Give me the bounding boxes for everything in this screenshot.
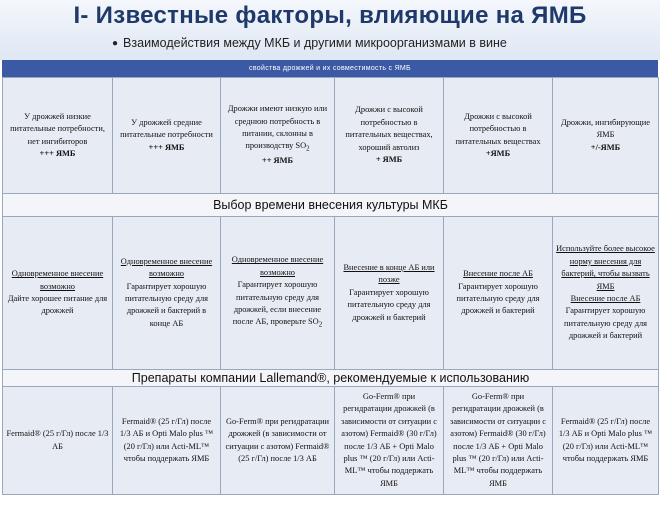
timing-cell-2: Одновременное внесение возможно Гарантирует хорошую питательную среду для дрожжей и бактерий в конце АБ (113, 217, 221, 370)
timing-cell-1: Одновременное внесение возможно Дайте хорошее питание для дрожжей (3, 217, 113, 370)
product-cell-4: Go-Ferm® при регидратации дрожжей (в зависимости от ситуации с азотом) Fermaid® (30 г/Гл) после 1/3 АБ + Opti Malo plus ™ (20 г/Гл) или Acti-ML™ чтобы поддержать ЯМБ (335, 387, 444, 495)
subtitle-text: Взаимодействия между МКБ и другими микроорганизмами в вине (123, 36, 507, 50)
timing-cell-3: Одновременное внесение возможно Гарантирует хорошую питательную среду для дрожжей, если внесение после АБ, проверьте $SO_2$ (221, 217, 335, 370)
yeast-cell-3: Дрожжи имеют низкую или среднюю потребность в питании, склонны в производству $SO_2$ ++ ЯМБ (221, 78, 335, 194)
section-band (2, 60, 658, 78)
products-row (3, 387, 659, 495)
product-cell-3: Go-Ferm® при регидратации дрожжей (в зависимости от ситуации с азотом) Fermaid® (25 г/Гл) после 1/3 АБ (221, 387, 335, 495)
product-cell-1: Fermaid® (25 г/Гл) после 1/3 АБ (3, 387, 113, 495)
slide-header (0, 0, 660, 60)
yeast-properties-row (3, 78, 659, 194)
timing-cell-5: Внесение после АБ Гарантирует хорошую питательную среду для дрожжей и бактерий (444, 217, 553, 370)
section-heading-products: Препараты компании Lallemand®, рекомендуемые к использованию (3, 370, 659, 387)
yeast-cell-2: У дрожжей средние питательные потребности +++ ЯМБ (113, 78, 221, 194)
timing-cell-4: Внесение в конце АБ или позже Гарантирует хорошую питательную среду для дрожжей и бактерий (335, 217, 444, 370)
yeast-cell-6: Дрожжи, ингибирующие ЯМБ +/-ЯМБ (553, 78, 659, 194)
yeast-cell-5: Дрожжи с высокой потребностью в питательных веществах +ЯМБ (444, 78, 553, 194)
yeast-cell-1: У дрожжей низкие питательные потребности, нет ингибиторов +++ ЯМБ (3, 78, 113, 194)
products-heading-row (3, 370, 659, 387)
section-heading-timing: Выбор времени внесения культуры МКБ (3, 194, 659, 217)
timing-row (3, 217, 659, 370)
slide-subtitle (112, 36, 507, 50)
factors-table (2, 77, 659, 495)
product-cell-2: Fermaid® (25 г/Гл) после 1/3 АБ и Opti Malo plus ™ (20 г/Гл) или Acti-ML™ чтобы поддержать ЯМБ (113, 387, 221, 495)
product-cell-5: Go-Ferm® при регидратации дрожжей (в зависимости от ситуации с азотом) Fermaid® (30 г/Гл) после 1/3 АБ + Opti Malo plus ™ (20 г/Гл) или Acti-ML™ чтобы поддержать ЯМБ (444, 387, 553, 495)
section-heading-row (3, 194, 659, 217)
timing-cell-6: Используйте более высокое норму внесения для бактерий, чтобы вызвать ЯМБ Внесение после АБ Гарантирует хорошую питательную среду для дрожжей и бактерий (553, 217, 659, 370)
slide-title: I- Известные факторы, влияющие на ЯМБ (73, 2, 587, 29)
yeast-cell-4: Дрожжи с высокой потребностью в питательных веществах, хороший автолиз + ЯМБ (335, 78, 444, 194)
band-text: свойства дрожжей и их совместимость с ЯМБ (249, 65, 411, 72)
bullet-icon: ● (112, 38, 119, 49)
product-cell-6: Fermaid® (25 г/Гл) после 1/3 АБ и Opti Malo plus ™ (20 г/Гл) или Acti-ML™ чтобы поддержать ЯМБ (553, 387, 659, 495)
